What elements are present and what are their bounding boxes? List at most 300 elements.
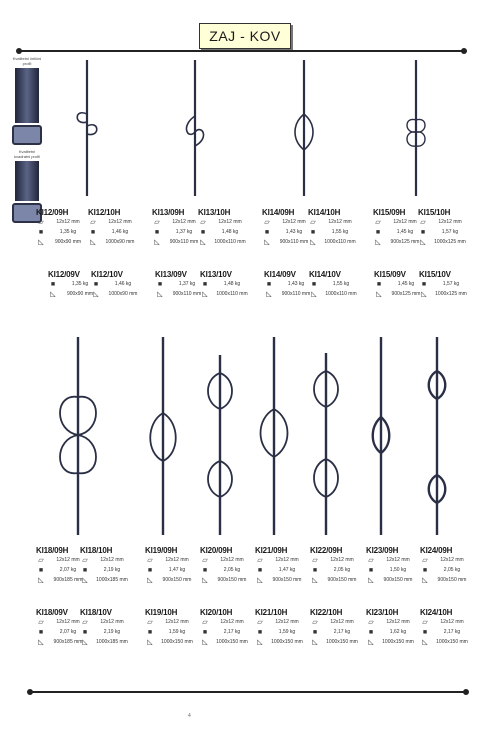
dimension-icon: ▱ [202,619,208,626]
size-row [91,289,145,299]
weight-value: 1,37 kg [175,229,193,235]
dimension-value: 12x12 mm [275,557,299,563]
weight-icon: ■ [202,628,208,636]
weight-icon: ■ [200,228,206,236]
size-icon: ◺ [421,291,427,298]
size-row [366,637,420,647]
weight-value: 2,17 kg [223,629,241,635]
size-value: 900x150 mm [162,577,192,583]
dimension-value: 12x12 mm [56,619,80,625]
product-code: KI15/10H [418,208,451,217]
weight-value: 2,07 kg [59,629,77,635]
weight-icon: ■ [311,280,317,288]
dimension-icon: ▱ [154,219,160,226]
dimension-icon: ▱ [310,219,316,226]
dimension-row [36,217,90,227]
dimension-icon: ▱ [422,619,428,626]
weight-value: 1,48 kg [223,281,241,287]
size-icon: ◺ [422,577,428,584]
product-code: KI23/10H [366,608,399,617]
product-code: KI12/09V [48,270,80,279]
weight-row [310,565,364,575]
product-code: KI14/09H [262,208,295,217]
weight-icon: ■ [375,228,381,236]
size-value: 1000x185 mm [96,577,128,583]
dimension-value: 12x12 mm [438,219,462,225]
dimension-value: 12x12 mm [56,557,80,563]
product-code: KI15/09V [374,270,406,279]
product-ki20-09h[interactable] [200,546,254,585]
product-code: KI13/10H [198,208,231,217]
weight-icon: ■ [202,280,208,288]
weight-row [91,279,145,289]
size-icon: ◺ [368,639,374,646]
dimension-row [366,555,420,565]
size-row [420,637,474,647]
dimension-value: 12x12 mm [220,619,244,625]
dimension-icon: ▱ [375,219,381,226]
weight-icon: ■ [376,280,382,288]
dimension-value: 12x12 mm [172,219,196,225]
size-row [310,575,364,585]
dimension-value: 12x12 mm [100,557,124,563]
weight-value: 1,59 kg [168,629,186,635]
product-code: KI18/10V [80,608,112,617]
size-icon: ◺ [38,577,44,584]
dimension-value: 12x12 mm [282,219,306,225]
size-row [88,237,142,247]
product-code: KI21/10H [255,608,288,617]
dimension-icon: ▱ [82,557,88,564]
dimension-icon: ▱ [264,219,270,226]
size-value: 1000x90 mm [108,291,138,297]
bottom-rule [30,691,466,693]
size-icon: ◺ [38,639,44,646]
weight-icon: ■ [50,280,56,288]
size-value: 1000x150 mm [271,639,303,645]
weight-value: 1,46 kg [114,281,132,287]
size-value: 1000x150 mm [216,639,248,645]
dimension-row [308,217,362,227]
product-code: KI24/09H [420,546,453,555]
size-icon: ◺ [50,291,56,298]
weight-row [145,565,199,575]
size-value: 900x150 mm [327,577,357,583]
size-icon: ◺ [147,639,153,646]
round-bar-image [15,68,39,123]
dimension-row [88,217,142,227]
balusters-row-1 [60,56,480,201]
size-value: 900x185 mm [53,639,83,645]
product-code: KI13/09V [155,270,187,279]
product-code: KI21/09H [255,546,288,555]
dimension-row [420,617,474,627]
profile-samples [12,56,42,223]
weight-icon: ■ [202,566,208,574]
size-value: 900x110 mm [279,239,309,245]
size-value: 900x110 mm [172,291,202,297]
dimension-value: 12x12 mm [108,219,132,225]
weight-icon: ■ [38,228,44,236]
dimension-row [198,217,252,227]
size-value: 900x150 mm [217,577,247,583]
weight-icon: ■ [264,228,270,236]
product-code: KI19/10H [145,608,178,617]
round-bar-section [12,125,42,145]
size-icon: ◺ [257,577,263,584]
product-ki12-10v[interactable] [91,270,145,299]
size-value: 1000x150 mm [436,639,468,645]
dimension-value: 12x12 mm [165,619,189,625]
weight-icon: ■ [422,628,428,636]
size-value: 1000x110 mm [325,291,357,297]
product-ki18-10h[interactable] [80,546,134,585]
weight-value: 1,35 kg [71,281,89,287]
size-icon: ◺ [202,639,208,646]
product-ki19-10h[interactable] [145,608,199,647]
weight-row [80,565,134,575]
dimension-value: 12x12 mm [440,619,464,625]
weight-icon: ■ [312,628,318,636]
size-value: 900x125 mm [390,239,420,245]
dimension-icon: ▱ [200,219,206,226]
size-value: 900x150 mm [272,577,302,583]
dimension-row [145,555,199,565]
size-row [200,575,254,585]
product-code: KI20/10H [200,608,233,617]
weight-icon: ■ [82,566,88,574]
weight-icon: ■ [38,566,44,574]
dimension-icon: ▱ [38,619,44,626]
weight-icon: ■ [90,228,96,236]
weight-value: 1,45 kg [397,281,415,287]
sample-bottom-label: Kvalitetni kvadratni profil [13,149,40,159]
product-ki23-09h[interactable] [366,546,420,585]
product-code: KI13/10V [200,270,232,279]
size-value: 900x150 mm [437,577,467,583]
size-value: 900x90 mm [66,291,94,297]
product-ki20-10h[interactable] [200,608,254,647]
size-icon: ◺ [420,239,426,246]
weight-value: 1,47 kg [278,567,296,573]
size-value: 900x150 mm [383,577,413,583]
weight-value: 1,57 kg [441,229,459,235]
size-value: 900x90 mm [54,239,82,245]
size-row [255,637,309,647]
rule-dot-right [461,48,467,54]
weight-row [198,227,252,237]
size-row [419,289,473,299]
product-code: KI24/10H [420,608,453,617]
weight-row [255,565,309,575]
page-title: ZAJ - KOV [199,23,291,49]
dimension-value: 12x12 mm [220,557,244,563]
size-icon: ◺ [147,577,153,584]
weight-row [145,627,199,637]
product-code: KI15/10V [419,270,451,279]
weight-icon: ■ [420,228,426,236]
weight-row [419,279,473,289]
size-value: 900x125 mm [391,291,421,297]
dimension-icon: ▱ [147,619,153,626]
weight-icon: ■ [368,628,374,636]
dimension-icon: ▱ [257,557,263,564]
size-icon: ◺ [312,577,318,584]
weight-icon: ■ [147,566,153,574]
product-code: KI22/10H [310,608,343,617]
weight-row [200,279,254,289]
dimension-icon: ▱ [422,557,428,564]
product-code: KI20/09H [200,546,233,555]
size-row [36,237,90,247]
size-icon: ◺ [257,639,263,646]
weight-value: 2,05 kg [443,567,461,573]
size-row [145,575,199,585]
weight-icon: ■ [157,280,163,288]
weight-row [366,565,420,575]
dimension-value: 12x12 mm [386,619,410,625]
dimension-row [310,617,364,627]
product-ki14-10v[interactable] [309,270,363,299]
weight-value: 1,59 kg [278,629,296,635]
dimension-value: 12x12 mm [386,557,410,563]
size-value: 1000x110 mm [214,239,246,245]
product-ki18-10v[interactable] [80,608,134,647]
weight-row [200,565,254,575]
weight-icon: ■ [368,566,374,574]
weight-row [310,627,364,637]
balusters-row-2 [40,335,480,540]
dimension-icon: ▱ [368,557,374,564]
size-value: 1000x150 mm [161,639,193,645]
weight-value: 2,05 kg [333,567,351,573]
dimension-row [200,617,254,627]
size-icon: ◺ [202,291,208,298]
size-icon: ◺ [266,291,272,298]
weight-value: 1,45 kg [396,229,414,235]
dimension-value: 12x12 mm [328,219,352,225]
dimension-row [255,617,309,627]
size-icon: ◺ [82,639,88,646]
product-code: KI14/10H [308,208,341,217]
weight-value: 2,05 kg [223,567,241,573]
size-icon: ◺ [310,239,316,246]
product-ki14-10h[interactable] [308,208,362,247]
dimension-row [80,617,134,627]
weight-icon: ■ [257,628,263,636]
size-row [80,575,134,585]
product-code: KI14/09V [264,270,296,279]
dimension-row [200,555,254,565]
weight-row [420,627,474,637]
weight-value: 2,07 kg [59,567,77,573]
product-ki22-09h[interactable] [310,546,364,585]
dimension-icon: ▱ [82,619,88,626]
dimension-value: 12x12 mm [275,619,299,625]
size-value: 1000x110 mm [216,291,248,297]
product-code: KI19/09H [145,546,178,555]
size-value: 900x110 mm [169,239,199,245]
weight-value: 1,47 kg [168,567,186,573]
dimension-icon: ▱ [38,219,44,226]
dimension-row [366,617,420,627]
size-icon: ◺ [200,239,206,246]
weight-row [418,227,472,237]
size-value: 1000x125 mm [435,291,467,297]
weight-value: 1,43 kg [285,229,303,235]
dimension-value: 12x12 mm [100,619,124,625]
size-value: 900x110 mm [281,291,311,297]
product-ki12-10h[interactable] [88,208,142,247]
product-code: KI15/09H [373,208,406,217]
weight-value: 2,19 kg [103,567,121,573]
weight-value: 1,48 kg [221,229,239,235]
size-icon: ◺ [376,291,382,298]
product-ki21-10h[interactable] [255,608,309,647]
size-row [255,575,309,585]
dimension-row [255,555,309,565]
product-ki21-09h[interactable] [255,546,309,585]
product-ki12-09h[interactable] [36,208,90,247]
weight-value: 1,55 kg [331,229,349,235]
weight-icon: ■ [38,628,44,636]
weight-row [80,627,134,637]
weight-value: 2,17 kg [443,629,461,635]
weight-icon: ■ [312,566,318,574]
dimension-row [80,555,134,565]
product-code: KI18/10H [80,546,113,555]
size-icon: ◺ [312,639,318,646]
size-row [366,575,420,585]
size-value: 1000x125 mm [434,239,466,245]
product-code: KI18/09H [36,546,69,555]
weight-row [420,565,474,575]
size-icon: ◺ [368,577,374,584]
dimension-value: 12x12 mm [165,557,189,563]
weight-value: 1,62 kg [389,629,407,635]
dimension-value: 12x12 mm [218,219,242,225]
dimension-icon: ▱ [147,557,153,564]
size-row [418,237,472,247]
weight-row [366,627,420,637]
product-ki15-10v[interactable] [419,270,473,299]
dimension-icon: ▱ [420,219,426,226]
size-icon: ◺ [375,239,381,246]
size-value: 1000x150 mm [382,639,414,645]
product-ki24-10h[interactable] [420,608,474,647]
product-code: KI22/09H [310,546,343,555]
weight-icon: ■ [82,628,88,636]
size-row [200,289,254,299]
size-value: 1000x90 mm [105,239,135,245]
weight-value: 1,35 kg [59,229,77,235]
weight-icon: ■ [147,628,153,636]
dimension-value: 12x12 mm [330,557,354,563]
weight-value: 1,57 kg [442,281,460,287]
product-ki24-09h[interactable] [420,546,474,585]
page-number: 4 [188,713,191,719]
dimension-row [420,555,474,565]
weight-icon: ■ [154,228,160,236]
product-ki15-10h[interactable] [418,208,472,247]
size-icon: ◺ [202,577,208,584]
size-value: 900x185 mm [53,577,83,583]
size-row [198,237,252,247]
product-ki23-10h[interactable] [366,608,420,647]
product-ki13-10h[interactable] [198,208,252,247]
weight-row [255,627,309,637]
size-icon: ◺ [154,239,160,246]
dimension-row [310,555,364,565]
product-ki19-09h[interactable] [145,546,199,585]
product-code: KI13/09H [152,208,185,217]
dimension-value: 12x12 mm [56,219,80,225]
weight-row [36,227,90,237]
size-row [308,237,362,247]
size-row [309,289,363,299]
weight-row [200,627,254,637]
dimension-icon: ▱ [38,557,44,564]
product-ki22-10h[interactable] [310,608,364,647]
size-icon: ◺ [93,291,99,298]
weight-icon: ■ [266,280,272,288]
dimension-value: 12x12 mm [440,557,464,563]
weight-row [88,227,142,237]
size-row [310,637,364,647]
size-value: 1000x110 mm [324,239,356,245]
size-row [200,637,254,647]
weight-icon: ■ [422,566,428,574]
product-code: KI18/09V [36,608,68,617]
weight-value: 1,46 kg [111,229,129,235]
size-row [80,637,134,647]
weight-value: 1,55 kg [332,281,350,287]
dimension-icon: ▱ [90,219,96,226]
weight-icon: ■ [257,566,263,574]
size-icon: ◺ [38,239,44,246]
dimension-value: 12x12 mm [393,219,417,225]
dimension-icon: ▱ [312,619,318,626]
size-value: 1000x150 mm [326,639,358,645]
size-icon: ◺ [422,639,428,646]
weight-value: 1,43 kg [287,281,305,287]
product-ki13-10v[interactable] [200,270,254,299]
dimension-icon: ▱ [312,557,318,564]
weight-icon: ■ [310,228,316,236]
size-row [145,637,199,647]
product-code: KI12/10H [88,208,121,217]
size-icon: ◺ [90,239,96,246]
dimension-icon: ▱ [202,557,208,564]
weight-icon: ■ [421,280,427,288]
size-icon: ◺ [157,291,163,298]
product-code: KI23/09H [366,546,399,555]
dimension-icon: ▱ [368,619,374,626]
product-code: KI12/10V [91,270,123,279]
product-code: KI14/10V [309,270,341,279]
weight-icon: ■ [93,280,99,288]
size-icon: ◺ [264,239,270,246]
size-row [420,575,474,585]
top-rule [19,50,464,52]
square-bar-image [15,161,39,201]
weight-value: 1,37 kg [178,281,196,287]
size-value: 1000x185 mm [96,639,128,645]
dimension-value: 12x12 mm [330,619,354,625]
size-icon: ◺ [82,577,88,584]
weight-row [308,227,362,237]
size-icon: ◺ [311,291,317,298]
